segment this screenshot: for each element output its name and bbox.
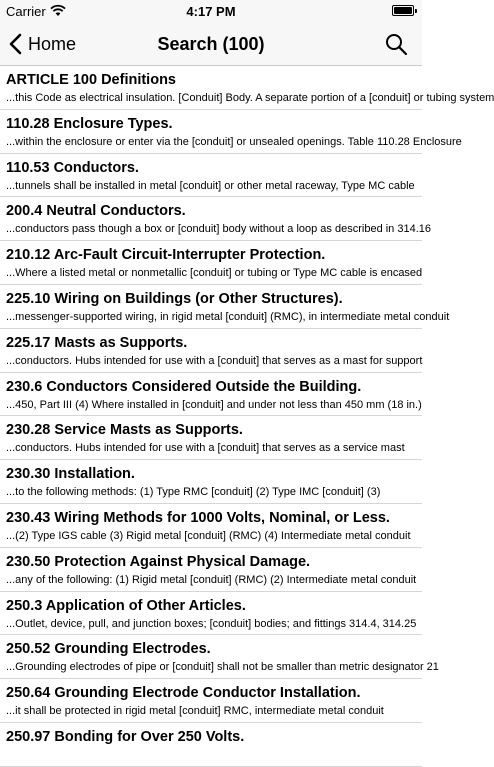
back-button-label: Home xyxy=(28,33,77,54)
battery-icon xyxy=(392,5,414,16)
result-title: ARTICLE 100 Definitions xyxy=(6,72,176,88)
result-title: 250.64 Grounding Electrode Conductor Installation. xyxy=(6,685,361,702)
result-title: 230.43 Wiring Methods for 1000 Volts, Nominal, or Less. xyxy=(6,509,390,526)
result-snippet: ...conductors. Hubs intended for use with a [conduit] that serves as a mast for support xyxy=(6,354,423,367)
search-result-row[interactable] xyxy=(0,154,422,198)
search-result-row[interactable] xyxy=(0,416,422,460)
result-snippet: ...conductors. Hubs intended for use with a [conduit] that serves as a service mast xyxy=(6,442,405,455)
result-snippet: ...(2) Type IGS cable (3) Rigid metal [conduit] (RMC) (4) Intermediate metal conduit xyxy=(6,529,411,542)
navigation-bar xyxy=(0,22,422,66)
search-results-list[interactable] xyxy=(0,66,494,750)
result-snippet: ...Outlet, device, pull, and junction boxes; [conduit] bodies; and fittings 314.4, 314.25 xyxy=(6,617,417,630)
search-result-row[interactable] xyxy=(0,504,422,548)
result-title: 230.30 Installation. xyxy=(6,466,135,483)
search-result-row[interactable] xyxy=(0,66,494,110)
search-result-row[interactable] xyxy=(0,592,422,636)
search-result-row[interactable] xyxy=(0,241,422,285)
status-time: 4:17 PM xyxy=(186,4,236,19)
search-result-row[interactable] xyxy=(0,548,422,592)
search-result-row[interactable] xyxy=(0,723,422,767)
result-snippet: ...conductors pass though a box or [conduit] body without a loop as described in 314.16 xyxy=(6,223,431,236)
search-result-row[interactable] xyxy=(0,197,431,241)
result-title: 250.52 Grounding Electrodes. xyxy=(6,641,211,658)
result-snippet: ...any of the following: (1) Rigid metal [conduit] (RMC) (2) Intermediate metal conduit xyxy=(6,573,417,586)
result-title: 110.28 Enclosure Types. xyxy=(6,115,173,132)
search-result-row[interactable] xyxy=(0,373,422,417)
search-result-row[interactable] xyxy=(0,460,422,504)
result-snippet: ...Grounding electrodes of pipe or [conduit] shall not be smaller than metric designator 21 xyxy=(6,661,439,674)
search-result-row[interactable] xyxy=(0,329,422,373)
result-title: 200.4 Neutral Conductors. xyxy=(6,203,186,220)
result-title: 250.97 Bonding for Over 250 Volts. xyxy=(6,728,245,745)
result-title: 230.50 Protection Against Physical Damage. xyxy=(6,553,311,570)
result-snippet: ...within the enclosure or enter via the [conduit] or unsealed openings. Table 110.28 Enclosure xyxy=(6,135,462,148)
result-title: 225.10 Wiring on Buildings (or Other Structures). xyxy=(6,290,343,307)
result-snippet: ...Where a listed metal or nonmetallic [conduit] or tubing or Type MC cable is encased xyxy=(6,267,423,280)
search-result-row[interactable] xyxy=(0,285,450,329)
back-button[interactable] xyxy=(8,22,76,66)
result-snippet: ...450, Part III (4) Where installed in [conduit] and under not less than 450 mm (18 in.) xyxy=(6,398,422,411)
result-title: 210.12 Arc-Fault Circuit-Interrupter Protection. xyxy=(6,247,326,264)
carrier-label: Carrier xyxy=(6,4,46,19)
result-snippet: ...to the following methods: (1) Type RMC [conduit] (2) Type IMC [conduit] (3) xyxy=(6,486,381,499)
result-snippet: ...it shall be protected in rigid metal [conduit] RMC, intermediate metal conduit xyxy=(6,705,384,718)
result-snippet: ...this Code as electrical insulation. [Conduit] Body. A separate portion of a [conduit] or tubing system xyxy=(6,92,494,104)
result-snippet: ...messenger-supported wiring, in rigid metal [conduit] (RMC), in intermediate metal conduit xyxy=(6,310,450,323)
chevron-left-icon xyxy=(8,33,22,55)
result-title: 225.17 Masts as Supports. xyxy=(6,334,188,351)
search-result-row[interactable] xyxy=(0,679,422,723)
result-title: 230.6 Conductors Considered Outside the Building. xyxy=(6,378,362,395)
search-result-row[interactable] xyxy=(0,635,439,679)
status-bar xyxy=(0,0,422,22)
result-title: 250.3 Application of Other Articles. xyxy=(6,597,246,614)
result-title: 230.28 Service Masts as Supports. xyxy=(6,422,243,439)
result-snippet: ...tunnels shall be installed in metal [conduit] or other metal raceway, Type MC cable xyxy=(6,179,415,192)
result-title: 110.53 Conductors. xyxy=(6,159,139,176)
search-icon[interactable] xyxy=(384,32,408,56)
search-result-row[interactable] xyxy=(0,110,462,154)
page-title: Search (100) xyxy=(157,33,265,54)
